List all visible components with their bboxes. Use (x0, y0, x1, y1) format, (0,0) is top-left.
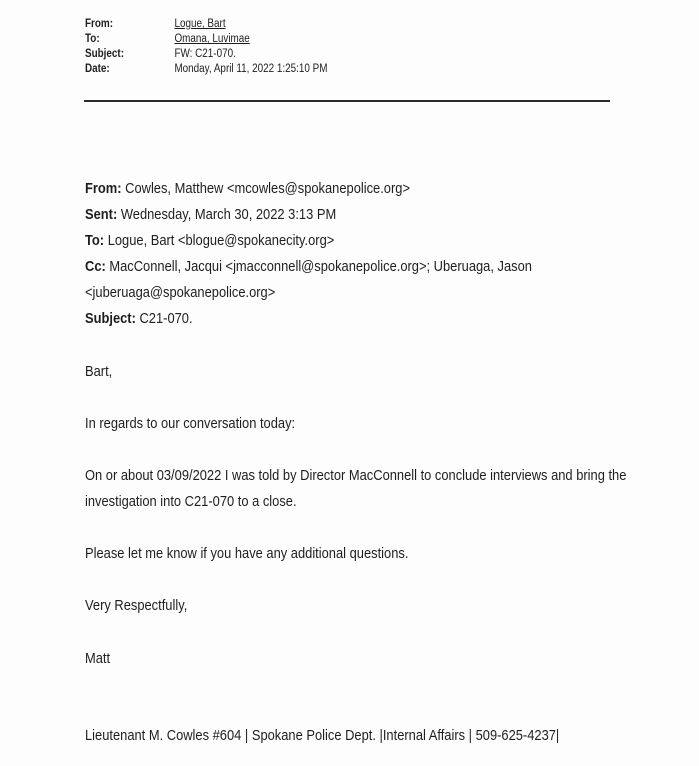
original-to-label: To: (85, 232, 105, 249)
forward-from-row (85, 17, 327, 32)
forward-date-label: Date: (85, 63, 110, 75)
main-paragraph-line2: investigation into C21-070 to a close. (85, 493, 297, 510)
regards-line: In regards to our conversation today: (85, 415, 296, 432)
forward-to-value[interactable]: Omana, Luvimae (174, 33, 250, 45)
original-from-value: Cowles, Matthew <mcowles@spokanepolice.org> (125, 180, 410, 197)
signature-line: Lieutenant M. Cowles #604 | Spokane Police Dept. |Internal Affairs | 509-625-4237| (85, 727, 560, 744)
questions-line: Please let me know if you have any additional questions. (85, 545, 409, 562)
forward-subject-value: FW: C21-070. (174, 48, 236, 60)
original-cc-value-line1: MacConnell, Jacqui <jmacconnell@spokanepolice.org>; Uberuaga, Jason (109, 258, 532, 275)
greeting: Bart, (85, 363, 113, 380)
main-paragraph (85, 463, 626, 515)
header-divider (84, 100, 610, 102)
original-from-line (85, 176, 567, 202)
original-cc-continuation (85, 280, 567, 306)
original-cc-line (85, 254, 567, 280)
forward-date-value: Monday, April 11, 2022 1:25:10 PM (174, 63, 328, 75)
original-subject-label: Subject: (85, 310, 136, 327)
forward-date-row (85, 62, 327, 77)
original-sent-value: Wednesday, March 30, 2022 3:13 PM (120, 206, 337, 223)
main-paragraph-line1: On or about 03/09/2022 I was told by Director MacConnell to conclude interviews and bring the (85, 467, 627, 484)
forward-from-value[interactable]: Logue, Bart (174, 18, 226, 30)
closing-line: Very Respectfully, (85, 597, 188, 614)
forward-to-row (85, 32, 327, 47)
original-message-header (85, 176, 567, 332)
original-to-line (85, 228, 567, 254)
forward-header (85, 17, 327, 77)
original-cc-label: Cc: (85, 258, 106, 275)
original-cc-value-line2: <juberuaga@spokanepolice.org> (85, 284, 276, 301)
original-sent-line (85, 202, 567, 228)
forward-subject-label: Subject: (85, 48, 125, 60)
forward-subject-row (85, 47, 327, 62)
original-sent-label: Sent: (85, 206, 118, 223)
original-to-value: Logue, Bart <blogue@spokanecity.org> (107, 232, 335, 249)
original-from-label: From: (85, 180, 122, 197)
original-subject-value: C21-070. (139, 310, 193, 327)
signoff-name: Matt (85, 650, 111, 667)
original-subject-line (85, 306, 567, 332)
forward-to-label: To: (85, 33, 100, 45)
forward-from-label: From: (85, 18, 114, 30)
